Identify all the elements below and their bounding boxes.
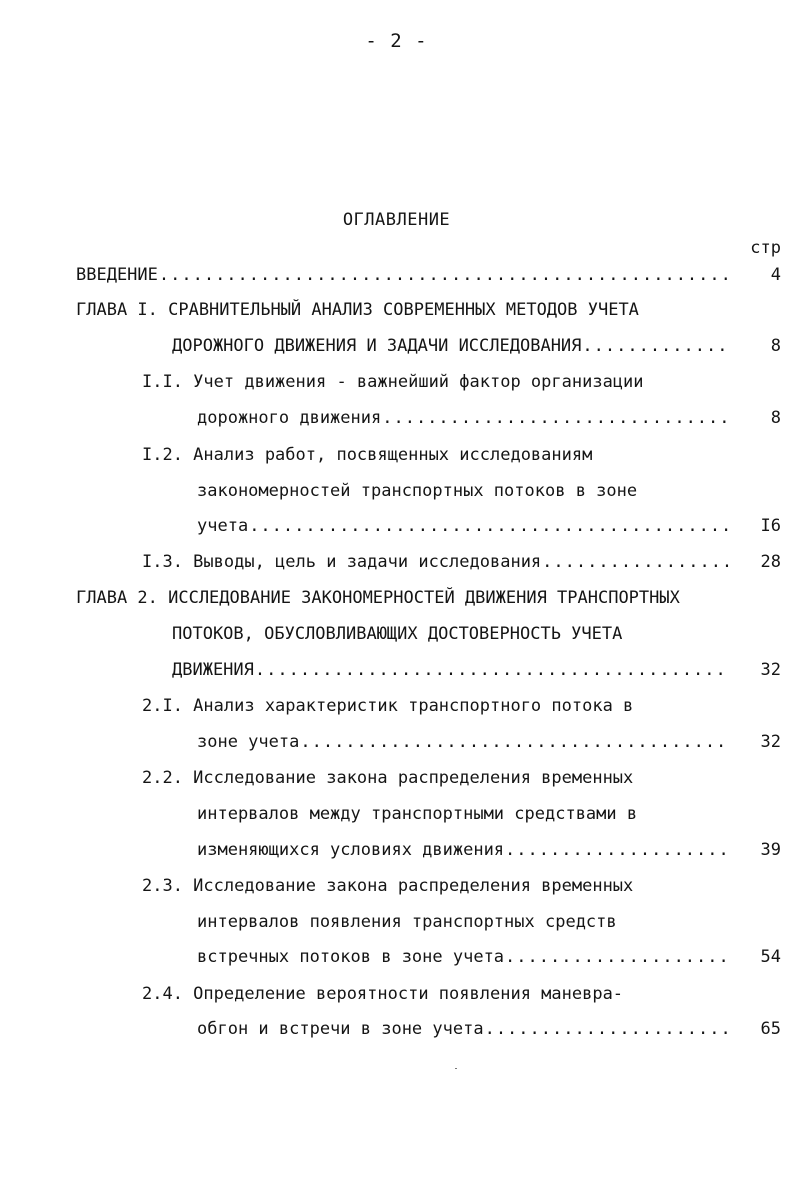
toc-entry-page: I6 (760, 516, 781, 536)
toc-entry-page: 32 (760, 660, 781, 680)
toc-entry-chapter-1 (172, 333, 729, 359)
toc-entry-section-2-3 (197, 944, 729, 970)
toc-entry-section-2-2 (197, 837, 729, 863)
toc-entry-text: зоне учета (197, 732, 300, 752)
toc-entry-section-1-2-line2: закономерностей транспортных потоков в зоне (197, 481, 638, 501)
dot-leader (542, 549, 729, 575)
toc-entry-page: 32 (760, 732, 781, 752)
dot-leader (249, 513, 729, 539)
toc-entry-section-1-1 (197, 405, 729, 431)
toc-entry-page: 8 (770, 336, 781, 356)
toc-entry-text: ДВИЖЕНИЯ (172, 660, 254, 680)
toc-entry-page: 28 (760, 552, 781, 572)
toc-entry-text: встречных потоков в зоне учета (197, 947, 505, 967)
scan-speck (455, 1068, 457, 1069)
toc-entry-introduction (76, 262, 729, 288)
toc-entry-text: дорожного движения (197, 408, 382, 428)
toc-entry-chapter-2 (172, 657, 729, 683)
dot-leader (255, 657, 729, 683)
toc-entry-section-2-1 (197, 729, 729, 755)
toc-entry-page: 65 (760, 1019, 781, 1039)
toc-entry-section-2-3-title: 2.3. Исследование закона распределения временных (142, 876, 634, 896)
page-number: - 2 - (365, 30, 428, 52)
dot-leader (505, 944, 729, 970)
toc-title: ОГЛАВЛЕНИЕ (342, 210, 451, 230)
toc-entry-chapter-1-title: ГЛАВА I. СРАВНИТЕЛЬНЫЙ АНАЛИЗ СОВРЕМЕННЫХ МЕТОДОВ УЧЕТА (76, 300, 639, 320)
toc-entry-section-2-2-line2: интервалов между транспортными средствами в (197, 804, 638, 824)
toc-entry-section-1-2-title: I.2. Анализ работ, посвященных исследованиям (142, 445, 593, 465)
toc-entry-section-2-4-title: 2.4. Определение вероятности появления маневра- (142, 984, 624, 1004)
toc-entry-chapter-2-title: ГЛАВА 2. ИССЛЕДОВАНИЕ ЗАКОНОМЕРНОСТЕЙ ДВИЖЕНИЯ ТРАНСПОРТНЫХ (76, 588, 680, 608)
toc-entry-text: ДОРОЖНОГО ДВИЖЕНИЯ И ЗАДАЧИ ИССЛЕДОВАНИЯ (172, 336, 582, 356)
toc-entry-text: учета (197, 516, 249, 536)
dot-leader (159, 262, 729, 288)
toc-entry-text: изменяющихся условиях движения (197, 840, 505, 860)
toc-entry-page: 8 (770, 408, 781, 428)
toc-entry-page: 39 (760, 840, 781, 860)
dot-leader (505, 837, 729, 863)
toc-entry-page: 54 (760, 947, 781, 967)
toc-entry-section-1-2 (197, 513, 729, 539)
toc-entry-chapter-2-line2: ПОТОКОВ, ОБУСЛОВЛИВАЮЩИХ ДОСТОВЕРНОСТЬ УЧЕТА (172, 624, 623, 644)
dot-leader (382, 405, 729, 431)
dot-leader (582, 333, 729, 359)
page-column-label: стр (750, 238, 781, 258)
toc-entry-section-1-3 (142, 549, 729, 575)
toc-entry-text: ВВЕДЕНИЕ (76, 265, 158, 285)
toc-entry-text: I.3. Выводы, цель и задачи исследования (142, 552, 542, 572)
toc-entry-text: обгон и встречи в зоне учета (197, 1019, 484, 1039)
toc-entry-section-2-4 (197, 1016, 729, 1042)
toc-entry-section-2-3-line2: интервалов появления транспортных средств (197, 912, 617, 932)
toc-entry-section-2-1-title: 2.I. Анализ характеристик транспортного потока в (142, 696, 634, 716)
dot-leader (300, 729, 729, 755)
toc-entry-page: 4 (770, 265, 781, 285)
dot-leader (485, 1016, 729, 1042)
toc-entry-section-2-2-title: 2.2. Исследование закона распределения временных (142, 768, 634, 788)
toc-entry-section-1-1-title: I.I. Учет движения - важнейший фактор организации (142, 372, 644, 392)
